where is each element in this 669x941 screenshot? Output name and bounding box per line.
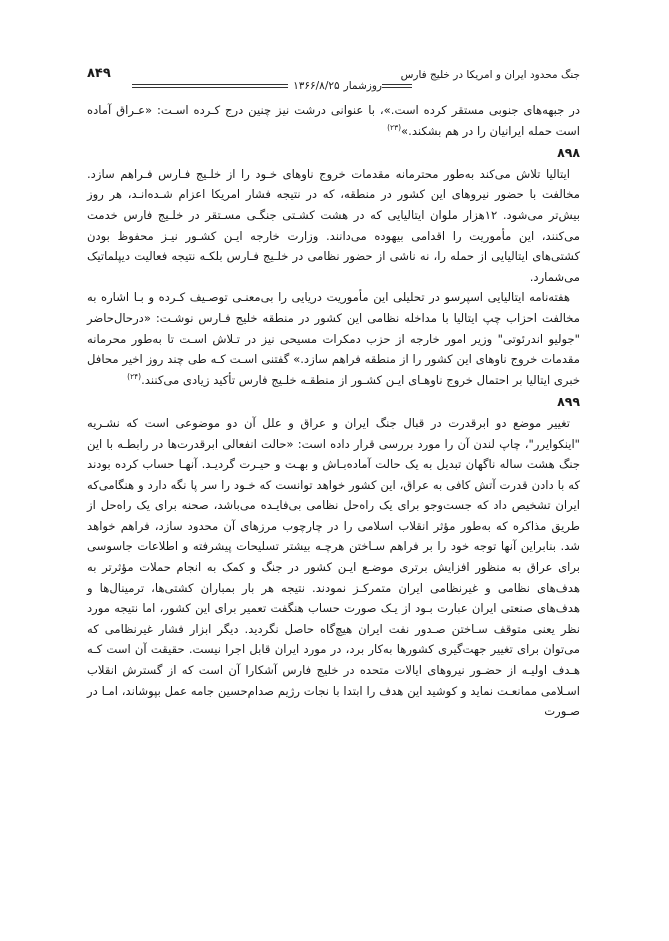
header-rule-left xyxy=(132,84,288,88)
entry-number-898: ۸۹۸ xyxy=(557,145,580,161)
page-body xyxy=(87,100,580,722)
entry-898-paragraph-2-text: هفته‌نامه ایتالیایی اسپرسو در تحلیلی این مأموریت دریایی را بی‌معنـی توصـیف کـرده و بـا اشاره به مخالفت احزاب چپ ایتالیا با مداخله نظامی این کشور در منطقه خلیج فـارس نوشـت: «درحال‌حاضر "جولیو اندرئوتی" وزیر امور خارجه از حزب دمکرات مسیحی نیز در تـلاش اسـت تا به‌طور محرمانه مقدمات خروج ناوهای این کشور را از منطقه فراهم سازد.» گفتنی اسـت کـه طی چند روز اخیر محافل خبری ایتالیا بر احتمال خروج ناوهـای ایـن کشـور از منطقـه خلـیج فارس تأکید زیادی می‌کنند. xyxy=(87,290,580,387)
intro-paragraph xyxy=(87,100,580,141)
book-page xyxy=(87,60,580,722)
date-block xyxy=(127,78,417,94)
intro-text: در جبهه‌های جنوبی مستقر کرده است.»، با عنوانی درشت نیز چنین درج کـرده اسـت: «عـراق آماده است حمله ایرانیان را در هم بشکند.» xyxy=(87,103,580,138)
entry-number-899: ۸۹۹ xyxy=(557,394,580,410)
date-value: ۱۳۶۶/۸/۲۵ xyxy=(293,79,340,92)
footnote-ref-24: (۲۴) xyxy=(127,371,142,381)
footnote-ref-23: (۲۳) xyxy=(387,122,402,132)
entry-898-paragraph-2 xyxy=(87,287,580,390)
entry-898-paragraph-1: ایتالیا تلاش می‌کند به‌طور محترمانه مقدمات خروج ناوهای خـود را از خلـیج فـارس فـراهم سازد. مخالفت با حضور نیروهای این کشور در منطقه، که در نتیجه فشار امریکا اعزام شـده‌انـد، هر روز بیش‌تر می‌شود. ۱۲هزار ملوان ایتالیایی که در هشت کشـتی جنگـی مسـتقر در خلـیج فارس خدمت می‌کنند، این مأموریت را اقدامی بیهوده می‌دانند. وزارت خارجه ایـن کشـور نیـز محفوظ بودن کشتی‌های ایتالیایی از حمله را، نه ناشی از حضور نظامی در خلـیج فـارس بلکـه نتیجه فعالیت دیپلماتیک می‌شمارد. xyxy=(87,166,580,284)
date-label: روزشمار xyxy=(343,79,382,92)
page-header xyxy=(87,60,580,92)
entry-899-paragraph-1: تغییر موضع دو ابرقدرت در قبال جنگ ایران و عراق و علل آن دو موضوعی است که نشـریه "اینکوایرر"، چاپ لندن آن را مورد بررسی قرار داده است: «حالت انفعالی ابرقدرت‌ها در رابطـه با این جنگ هشت ساله ناگهان تبدیل به یک حالت آماده‌بـاش و بهـت و حیـرت گردیـد. آنهـا حساب کرده بودند که با دادن قدرت آتش کافی به عراق، این کشور خواهد توانست که خـود را سر پا نگه دارد و هنگامی‌که ایران تشخیص داد که جست‌وجو برای یک راه‌حل نظامی بی‌فایـده می‌باشد، صحنه برای یک راه‌حل از طریق مذاکره که به‌طور مؤثر انقلاب اسلامی را در چارچوب مرزهای آن محدود سازد، فراهم خواهد شد. بنابراین آنها توجه خود را بر فراهم سـاختن هرچـه بیشتر تسلیحات پیشرفته و اطلاعات جاسوسی برای عراق به منظور افزایش برتری موضـع ایـن کشور در جنگ و کمک به انجام حملات مؤثرتر به هدف‌های نظامی و غیرنظامی ایران متمرکـز نمودند. نتیجه هر بار بمباران کشتی‌ها، ترمینال‌ها و هدف‌های صنعتی ایران عبارت بـود از یـک صورت حساب هنگفت تعمیر برای این کشور، اما نتیجه مورد نظر یعنی متوقف سـاختن صـدور نفت ایران هیچ‌گاه حاصل نگردید. دیگر ابزار فشار غیرنظامی که می‌توان برای تغییر جهت‌گیری کشورها به‌کار برد، در مورد ایران قابل اجرا نیست. حقیقت آن است کـه هـدف اولیـه از حضـور نیروهای ایالات متحده در خلیج فارس آشکارا آن است که از گسترش انقلاب اسـلامی ممانعـت نماید و کوشید این هدف را ابتدا با نجات رژیم صدام‌حسین جامه عمل بپوشاند، امـا در صـورت xyxy=(87,415,580,719)
header-rule-right xyxy=(382,84,412,88)
book-title: جنگ محدود ایران و امریکا در خلیج فارس xyxy=(400,69,580,81)
page-number: ۸۴۹ xyxy=(87,66,111,81)
